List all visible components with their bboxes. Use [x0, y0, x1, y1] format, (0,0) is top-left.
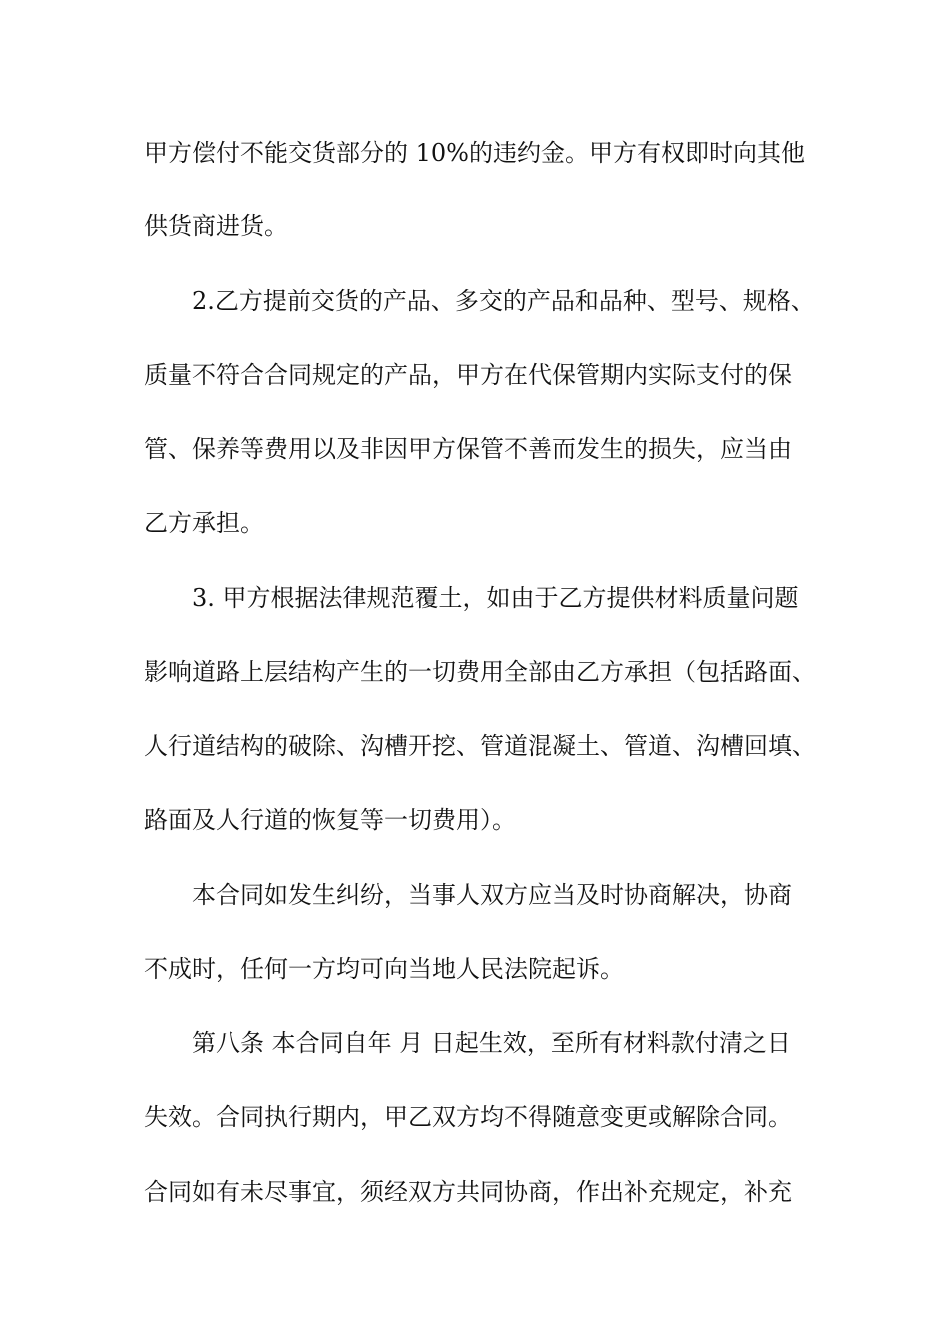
text-line: 路面及人行道的恢复等一切费用）。 [144, 806, 516, 834]
text-line: 影响道路上层结构产生的一切费用全部由乙方承担（包括路面、 [144, 658, 816, 686]
text-line: 不成时，任何一方均可向当地人民法院起诉。 [144, 955, 624, 983]
text-line: 第八条 本合同自年 月 日起生效，至所有材料款付清之日 [192, 1029, 791, 1057]
text-line: 人行道结构的破除、沟槽开挖、管道混凝土、管道、沟槽回填、 [144, 732, 816, 760]
text-line: 乙方承担。 [144, 509, 264, 537]
text-line: 2.乙方提前交货的产品、多交的产品和品种、型号、规格、 [192, 287, 815, 315]
text-line: 供货商进货。 [144, 212, 288, 240]
text-line: 合同如有未尽事宜，须经双方共同协商，作出补充规定，补充 [144, 1178, 792, 1206]
text-line: 质量不符合合同规定的产品，甲方在代保管期内实际支付的保 [144, 361, 792, 389]
text-line: 3. 甲方根据法律规范覆土，如由于乙方提供材料质量问题 [192, 584, 799, 612]
text-line: 甲方偿付不能交货部分的 10%的违约金。甲方有权即时向其他 [144, 139, 805, 167]
text-line: 失效。合同执行期内，甲乙双方均不得随意变更或解除合同。 [144, 1103, 792, 1131]
text-line: 本合同如发生纠纷，当事人双方应当及时协商解决，协商 [192, 881, 792, 909]
text-line: 管、保养等费用以及非因甲方保管不善而发生的损失，应当由 [144, 435, 792, 463]
